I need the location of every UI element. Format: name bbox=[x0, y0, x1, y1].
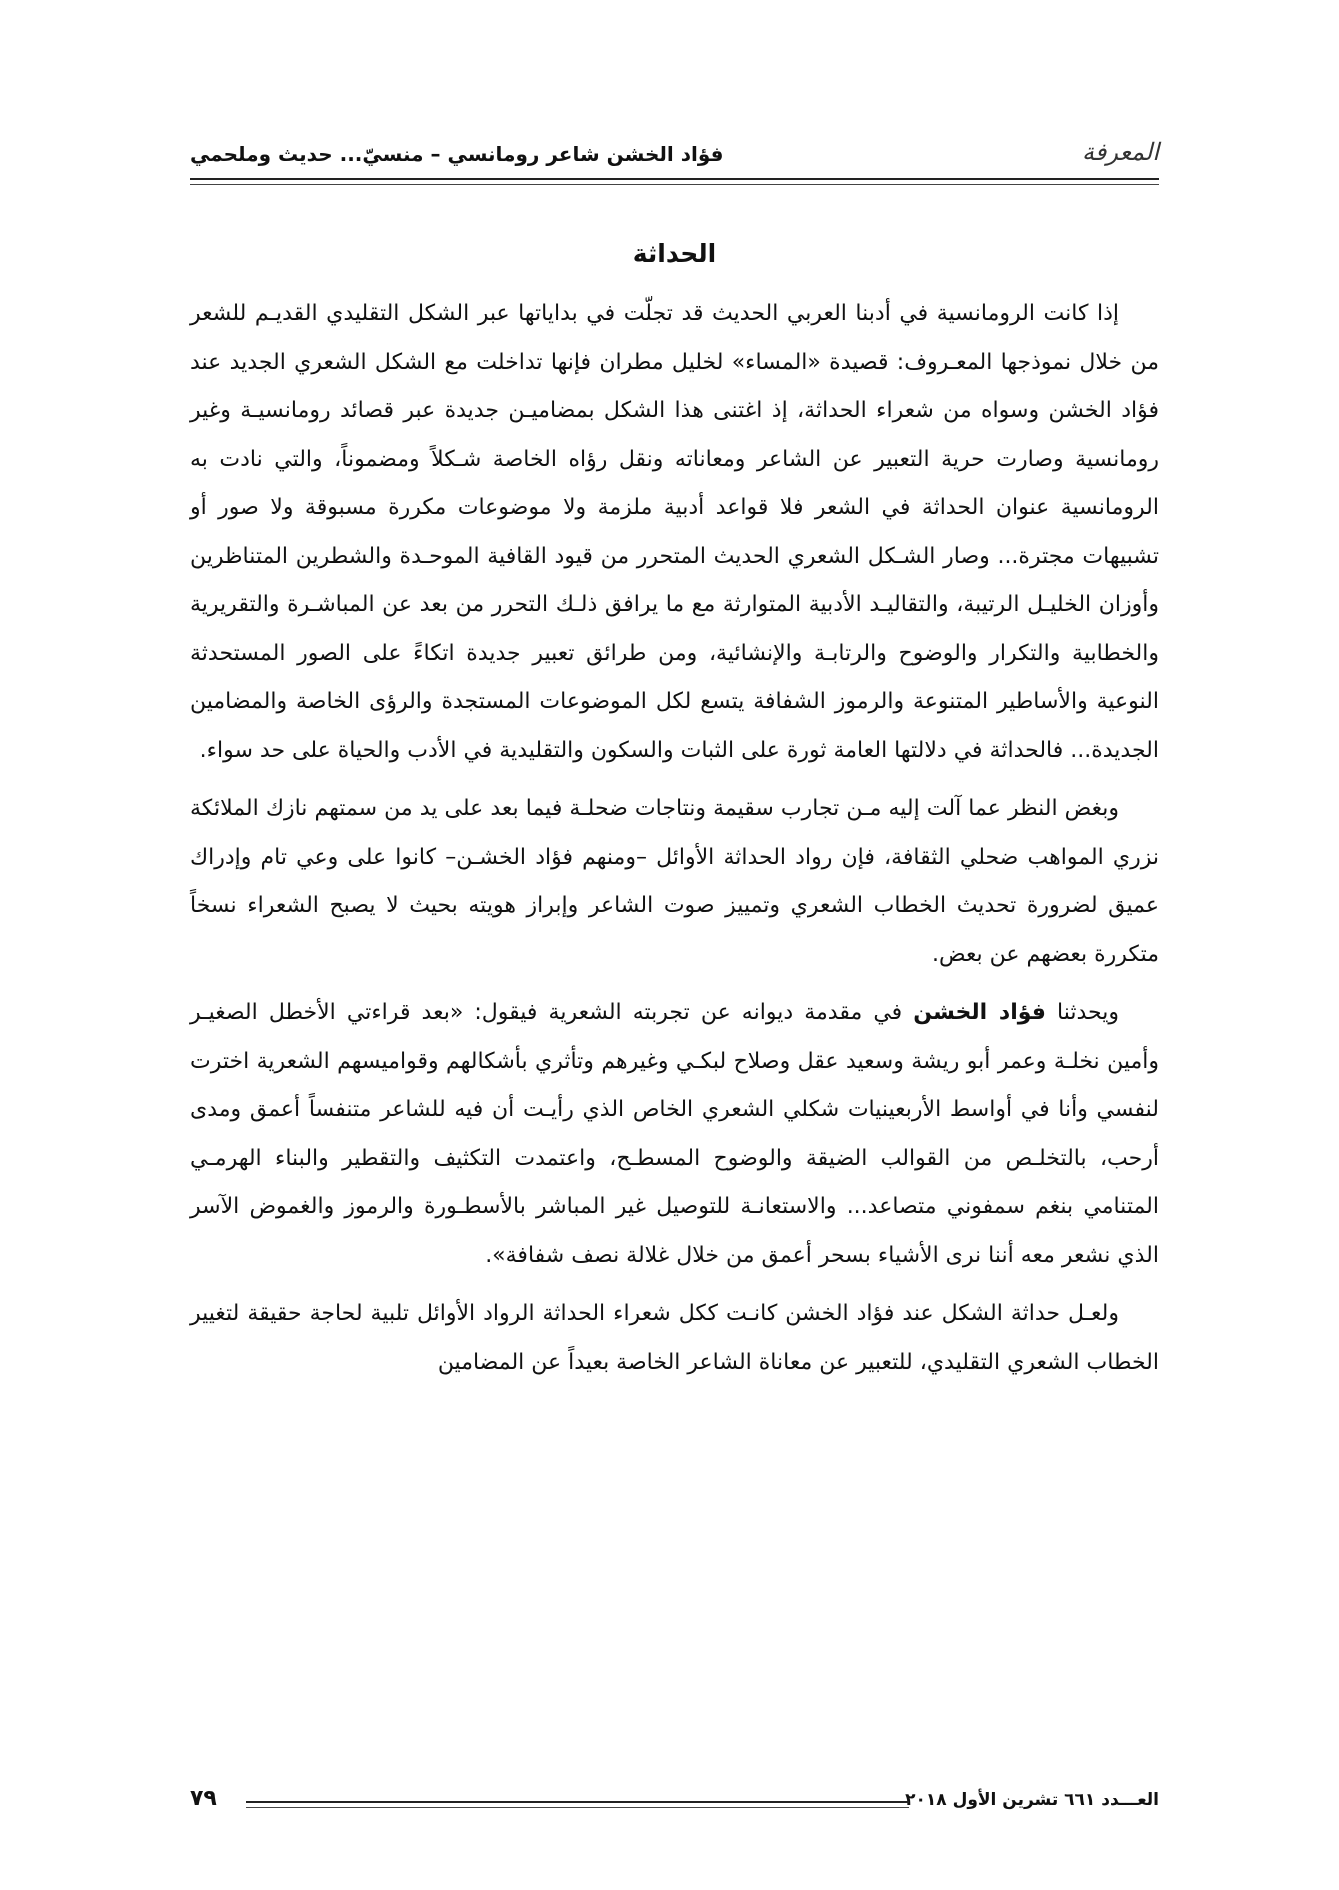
footer-rule bbox=[246, 1801, 909, 1803]
article-body bbox=[190, 232, 1159, 1397]
header-rule-thin bbox=[190, 184, 1159, 185]
paragraph-3 bbox=[190, 989, 1159, 1280]
page-number: ٧٩ bbox=[190, 1786, 217, 1811]
page-header bbox=[190, 138, 1159, 178]
section-title: الحداثة bbox=[632, 239, 717, 268]
paragraph-2: وبغض النظر عما آلت إليه مـن تجارب سقيمة ونتاجات ضحلـة فيما بعد على يد من سمتهم نازك الملائكة نزري المواهب ضحلي الثقافة، فإن رواد الحداثة الأوائل –ومنهم فؤاد الخشـن– كانوا على وعي تام وإدراك عميق لضرورة تحديث الخطاب الشعري وتمييز صوت الشاعر وإبراز هويته بحيث لا يصبح الشعراء نسخاً متكررة بعضهم عن بعض. bbox=[190, 796, 1159, 967]
header-rule bbox=[190, 178, 1159, 180]
page-footer bbox=[190, 1786, 1159, 1820]
issue-info: العـــدد ٦٦١ تشرين الأول ٢٠١٨ bbox=[905, 1790, 1159, 1810]
paragraph-3-lead: ويحدثنا bbox=[1045, 1000, 1119, 1025]
poet-name: فؤاد الخشن bbox=[913, 1000, 1046, 1025]
paragraph-1: إذا كانت الرومانسية في أدبنا العربي الحديث قد تجلّت في بداياتها عبر الشكل التقليدي القديـم للشعر من خلال نموذجها المعـروف: قصيدة «المساء» لخليل مطران فإنها تداخلت مع الشكل الشعري الجديد عند فؤاد الخشن وسواه من شعراء الحداثة، إذ اغتنى هذا الشكل بمضاميـن جديدة عبر قصائد رومانسيـة وغير رومانسية وصارت حرية التعبير عن الشاعر ومعاناته ونقل رؤاه الخاصة شـكلاً ومضموناً، والتي نادت به الرومانسية عنوان الحداثة في الشعر فلا قواعد أدبية ملزمة ولا موضوعات مكررة مسبوقة ولا صور أو تشبيهات مجترة... وصار الشـكل الشعري الحديث المتحرر من قيود القافية الموحـدة والشطرين المتناظرين وأوزان الخليـل الرتيبة، والتقاليـد الأدبية المتوارثة مع ما يرافق ذلـك التحرر من بعد عن المباشـرة والتقريرية والخطابية والتكرار والوضوح والرتابـة والإنشائية، ومن طرائق تعبير جديدة اتكاءً على الصور المستحدثة النوعية والأساطير المتنوعة والرموز الشفافة يتسع لكل الموضوعات المستجدة والرؤى الخاصة والمضامين الجديدة... فالحداثة في دلالتها العامة ثورة على الثبات والسكون والتقليدية في الأدب والحياة على حد سواء. bbox=[190, 301, 1159, 763]
footer-rule-thin bbox=[246, 1807, 909, 1808]
running-title: فؤاد الخشن شاعر رومانسي – منسيّ... حديث وملحمي bbox=[190, 142, 724, 166]
magazine-logo: المعرفة bbox=[1081, 138, 1159, 166]
paragraph-4: ولعـل حداثة الشكل عند فؤاد الخشن كانـت ككل شعراء الحداثة الرواد الأوائل تلبية لحاجة حقيقة لتغيير الخطاب الشعري التقليدي، للتعبير عن معاناة الشاعر الخاصة بعيداً عن المضامين bbox=[190, 1301, 1159, 1375]
paragraph-3-text: في مقدمة ديوانه عن تجربته الشعرية فيقول: «بعد قراءتي الأخطل الصغيـر وأمين نخلـة وعمر أبو ريشة وسعيد عقل وصلاح لبكـي وغيرهم وتأثري بأشكالهم وقواميسهم الشعرية اخترت لنفسي وأنا في أواسط الأربعينيات شكلي الشعري الخاص الذي رأيـت أن فيه للشاعر متنفساً أعمق ومدى أرحب، بالتخلـص من القوالب الضيقة والوضوح المسطـح، واعتمدت التكثيف والتقطير والبناء الهرمـي المتنامي بنغم سمفوني متصاعد... والاستعانـة للتوصيل غير المباشر بالأسطـورة والرموز والغموض الآسر الذي نشعر معه أننا نرى الأشياء بسحر أعمق من خلال غلالة نصف شفافة». bbox=[190, 1000, 1159, 1268]
